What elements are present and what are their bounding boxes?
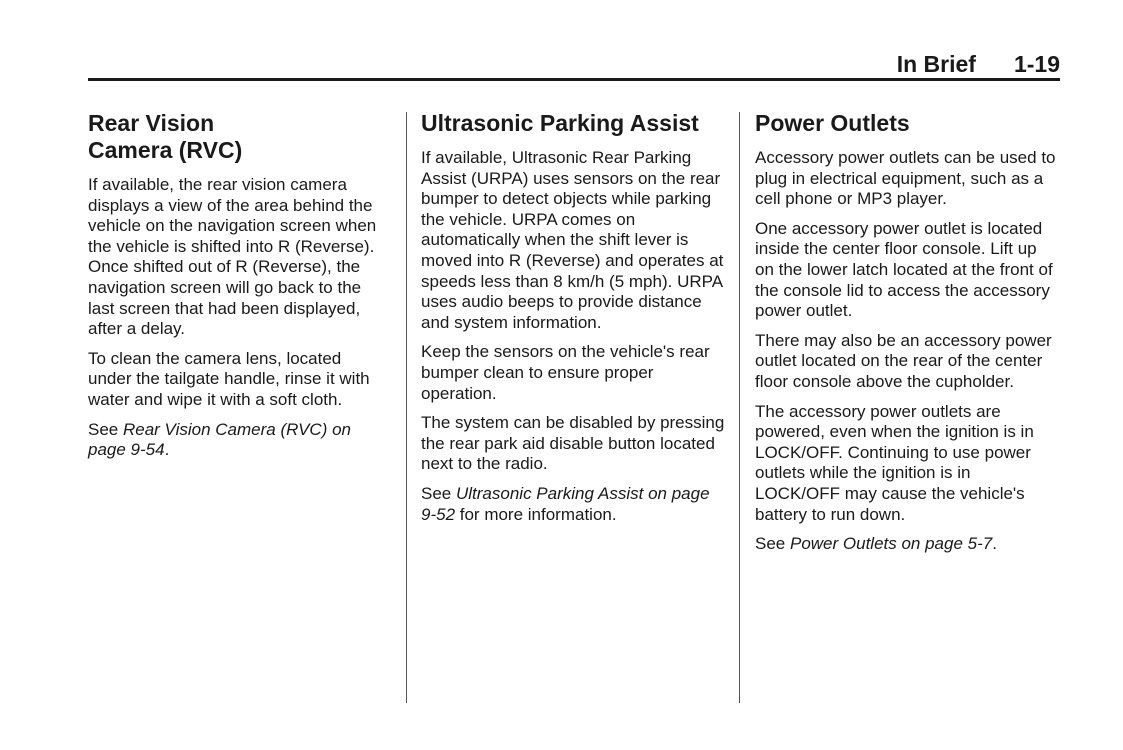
- section-heading-power-outlets: Power Outlets: [755, 110, 910, 136]
- paragraph: If available, the rear vision camera displays a view of the area behind the vehicle on the navigation screen when the vehicle is shifted into R (Reverse). Once shifted out of R (Reverse), the navigation screen will go back to the last screen that had been displayed, after a delay.: [88, 175, 377, 339]
- column-power-outlets: [755, 110, 1060, 564]
- paragraph: One accessory power outlet is located inside the center floor console. Lift up on the lower latch located at the front of the console lid to access the accessory power outlet.: [755, 218, 1053, 321]
- cross-reference-link[interactable]: Power Outlets on page 5-7: [789, 534, 993, 554]
- see-prefix: See: [755, 534, 790, 554]
- paragraph: The accessory power outlets are powered, even when the ignition is in LOCK/OFF. Continuing to use power outlets while the ignition is in LOCK/OFF may cause the vehicle's battery to run down.: [755, 401, 1034, 524]
- column-divider: [739, 112, 740, 703]
- see-suffix: .: [992, 534, 997, 554]
- see-reference: [421, 484, 728, 525]
- heading-line-2: Camera (RVC): [88, 137, 243, 163]
- heading-line-1: Rear Vision: [88, 110, 215, 136]
- see-prefix: See: [88, 419, 123, 439]
- see-reference: [88, 420, 388, 461]
- paragraph: The system can be disabled by pressing the rear park aid disable button located next to the radio.: [421, 413, 725, 474]
- column-divider: [406, 112, 407, 703]
- paragraph: To clean the camera lens, located under the tailgate handle, rinse it with water and wipe it with a soft cloth.: [88, 348, 370, 409]
- column-ultrasonic-parking-assist: [421, 110, 728, 534]
- paragraph: Accessory power outlets can be used to plug in electrical equipment, such as a cell phone or MP3 player.: [755, 148, 1056, 209]
- header-section-title: In Brief: [896, 51, 976, 77]
- see-suffix: .: [164, 440, 170, 460]
- page-header: [88, 50, 1060, 78]
- column-rear-vision-camera: [88, 110, 388, 470]
- cross-reference-link[interactable]: Rear Vision Camera (RVC) on page 9-54: [88, 419, 351, 460]
- header-rule: [88, 78, 1060, 81]
- paragraph: Keep the sensors on the vehicle's rear bumper clean to ensure proper operation.: [421, 342, 710, 403]
- see-suffix: for more information.: [455, 504, 617, 524]
- cross-reference-link[interactable]: Ultrasonic Parking Assist on page 9-52: [421, 483, 710, 524]
- paragraph: If available, Ultrasonic Rear Parking Assist (URPA) uses sensors on the rear bumper to detect objects while parking the vehicle. URPA comes on automatically when the shift lever is moved into R (Reverse) and operates at speeds less than 8 km/h (5 mph). URPA uses audio beeps to provide distance and system information.: [421, 148, 724, 332]
- see-reference: [755, 534, 1060, 555]
- section-heading-parking-assist: Ultrasonic Parking Assist: [421, 110, 699, 136]
- see-prefix: See: [421, 483, 456, 503]
- section-heading-rear-vision: [88, 110, 388, 164]
- paragraph: There may also be an accessory power outlet located on the rear of the center floor console above the cupholder.: [755, 330, 1052, 391]
- header-page-number: 1-19: [1013, 51, 1060, 77]
